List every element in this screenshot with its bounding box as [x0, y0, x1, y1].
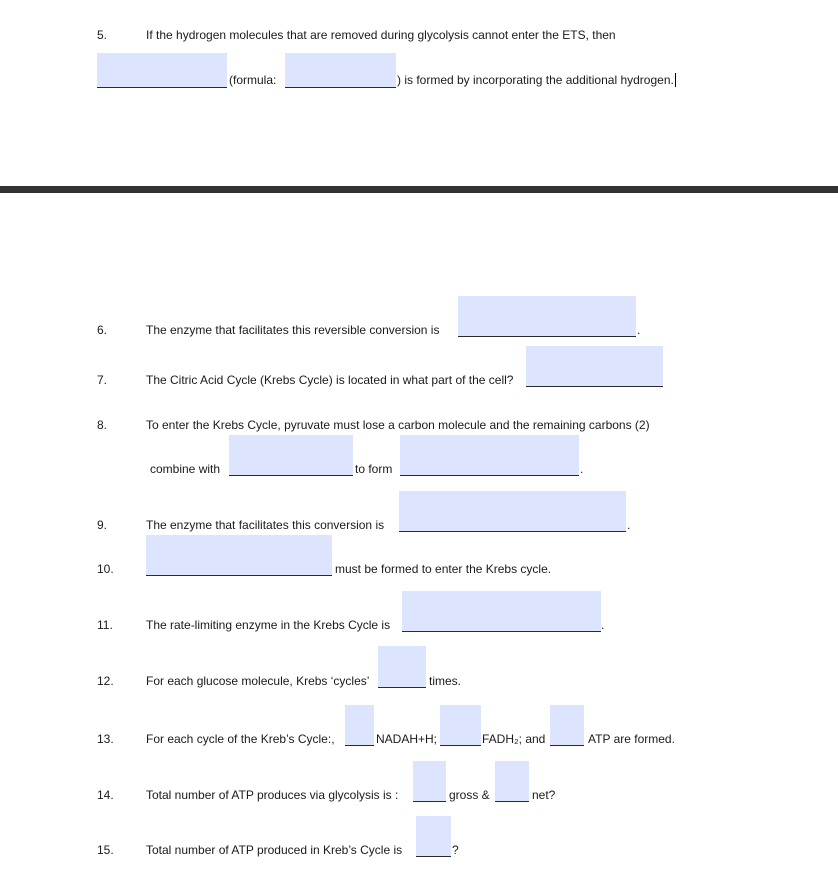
q5-number: 5. [97, 28, 108, 42]
q13-atp-field[interactable] [550, 705, 584, 746]
q5-formula-label: (formula: [229, 73, 277, 87]
q8-form-field[interactable] [400, 435, 579, 476]
q10-number: 10. [97, 562, 114, 576]
q13-number: 13. [97, 732, 114, 746]
q8-line1: To enter the Krebs Cycle, pyruvate must lose a carbon molecule and the remaining carbons (2) [146, 418, 650, 432]
q6-text: The enzyme that facilitates this reversible conversion is [146, 323, 440, 337]
q5-line1: If the hydrogen molecules that are removed during glycolysis cannot enter the ETS, then [146, 28, 616, 42]
q11-number: 11. [97, 618, 113, 632]
q5-formula-field[interactable] [285, 53, 396, 88]
q5-answer-field[interactable] [97, 53, 227, 88]
q14-gross-field[interactable] [413, 761, 446, 802]
q14-gross-label: gross & [449, 788, 490, 802]
q12-number: 12. [97, 674, 114, 688]
q13-nadh-field[interactable] [345, 705, 374, 746]
q8-end: . [580, 462, 584, 476]
q6-number: 6. [97, 323, 108, 337]
q13-nadh-label: NADAH+H; [376, 732, 438, 746]
q6-answer-field[interactable] [458, 296, 636, 337]
page-divider [0, 186, 838, 193]
q9-answer-field[interactable] [399, 491, 626, 532]
q12-tail: times. [429, 674, 462, 688]
q12-answer-field[interactable] [378, 646, 426, 688]
q7-answer-field[interactable] [526, 346, 663, 387]
q10-text: must be formed to enter the Krebs cycle. [335, 562, 552, 576]
q9-text: The enzyme that facilitates this conversion is [146, 518, 385, 532]
q11-answer-field[interactable] [402, 591, 601, 632]
q13-fadh-label: FADH₂; and [482, 732, 546, 746]
q14-net-label: net? [532, 788, 556, 802]
q7-text: The Citric Acid Cycle (Krebs Cycle) is located in what part of the cell? [146, 373, 514, 387]
q13-text: For each cycle of the Kreb’s Cycle:, [146, 732, 335, 746]
q8-to-form-label: to form [355, 462, 393, 476]
q13-fadh-field[interactable] [440, 705, 481, 746]
q8-combine-field[interactable] [229, 435, 353, 476]
q14-number: 14. [97, 788, 114, 802]
q11-end: . [601, 618, 605, 632]
q13-atp-label: ATP are formed. [588, 732, 675, 746]
q8-combine-label: combine with [150, 462, 221, 476]
q9-end: . [627, 518, 631, 532]
q7-number: 7. [97, 373, 108, 387]
q15-end: ? [452, 843, 459, 857]
q14-text: Total number of ATP produces via glycolysis is : [146, 788, 399, 802]
q6-end: . [637, 323, 641, 337]
q11-text: The rate-limiting enzyme in the Krebs Cycle is [146, 618, 391, 632]
q14-net-field[interactable] [495, 761, 529, 802]
q12-text: For each glucose molecule, Krebs ‘cycles’ [146, 674, 370, 688]
q10-answer-field[interactable] [146, 535, 332, 576]
q9-number: 9. [97, 518, 108, 532]
q5-line2-tail: ) is formed by incorporating the additional hydrogen. [397, 73, 674, 87]
q15-number: 15. [97, 843, 114, 857]
q15-text: Total number of ATP produced in Kreb’s Cycle is [146, 843, 403, 857]
text-cursor [675, 73, 676, 87]
q15-answer-field[interactable] [416, 816, 451, 857]
q8-number: 8. [97, 418, 108, 432]
